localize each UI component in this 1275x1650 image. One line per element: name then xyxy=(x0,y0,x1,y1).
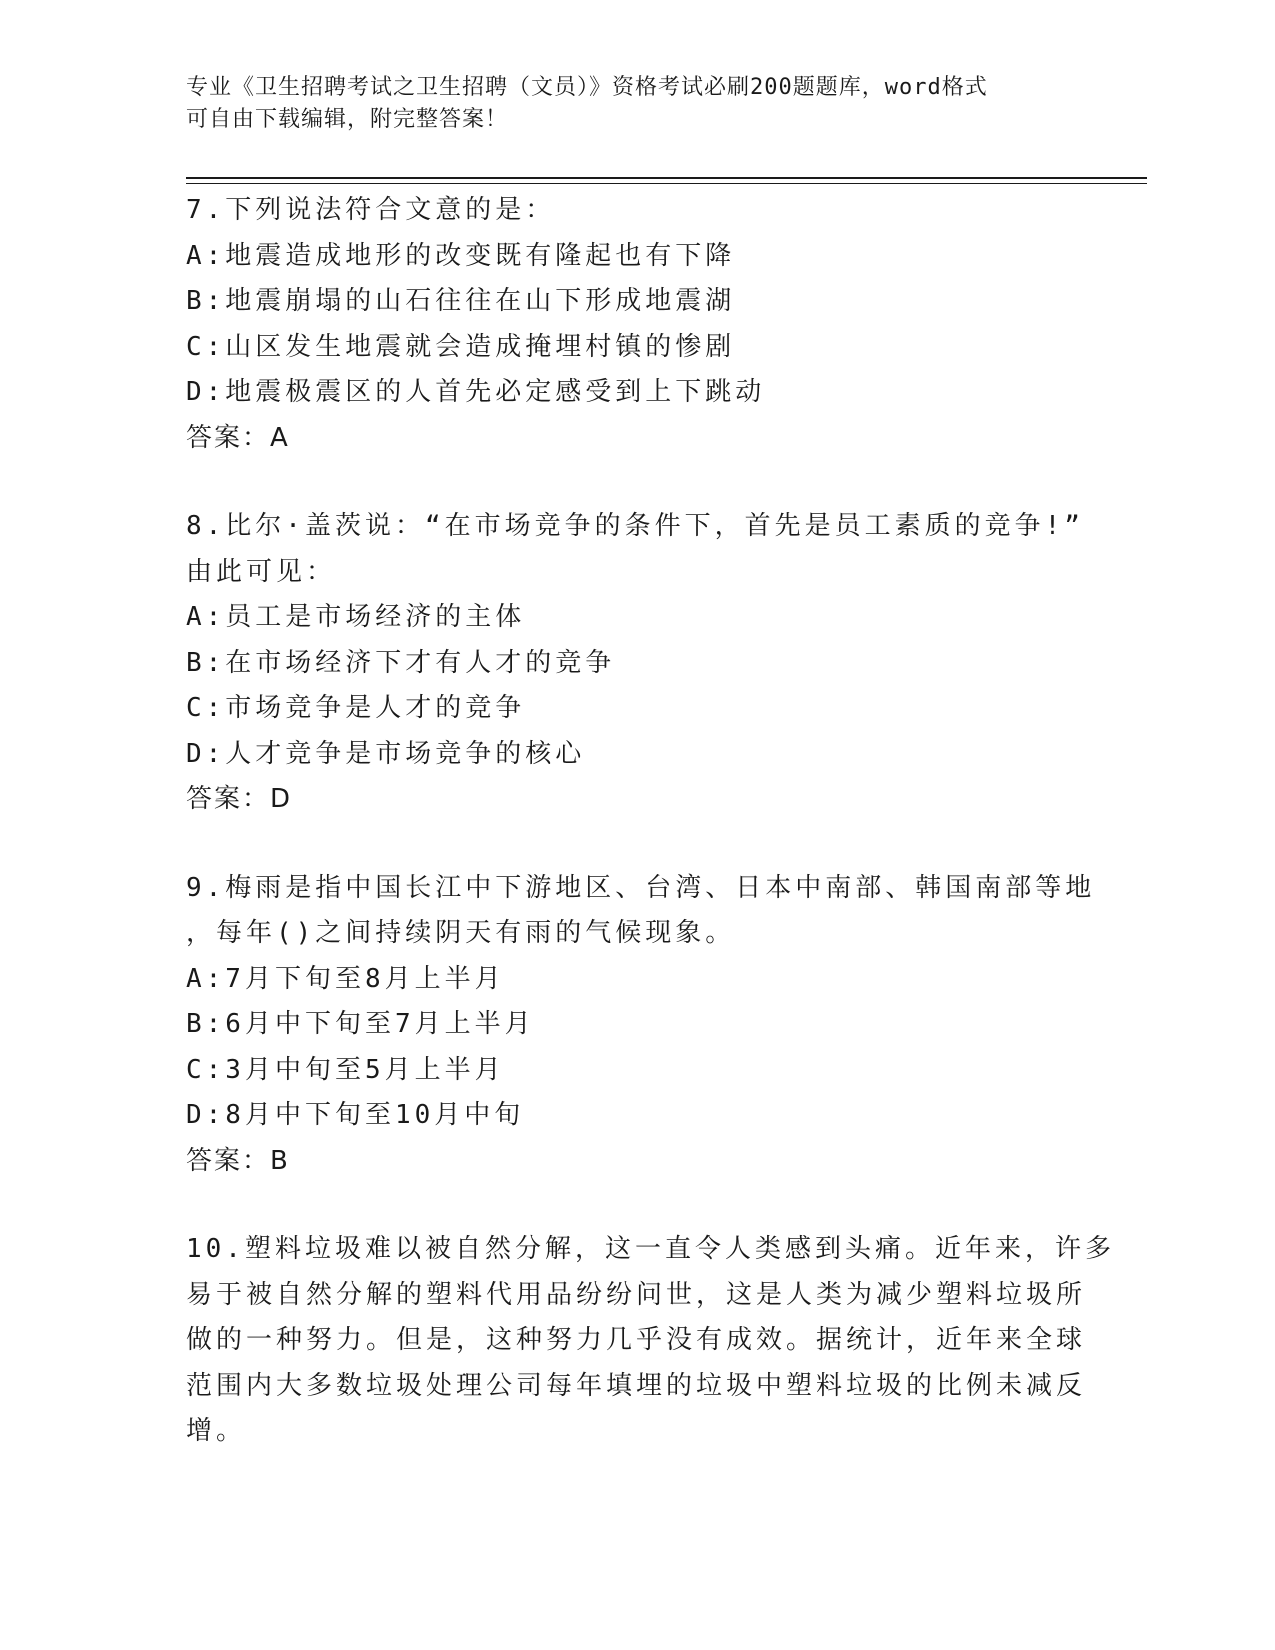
option-c: C:山区发生地震就会造成掩埋村镇的惨剧 xyxy=(186,331,736,362)
header-divider-thick xyxy=(186,177,1147,179)
question-stem: 10.塑料垃圾难以被自然分解，这一直令人类感到头痛。近年来，许多 xyxy=(186,1234,1115,1264)
header-line-1: 专业《卫生招聘考试之卫生招聘（文员）》资格考试必刷200题题库，word格式 xyxy=(186,75,988,100)
answer-label: 答案：D xyxy=(186,784,293,814)
question-10 xyxy=(186,1227,1115,1455)
option-a: A:7月下旬至8月上半月 xyxy=(186,963,505,994)
option-b: B:6月中下旬至7月上半月 xyxy=(186,1009,535,1039)
question-stem: 7.下列说法符合文意的是： xyxy=(186,195,556,225)
answer-label: 答案：B xyxy=(186,1145,290,1176)
question-stem: 增。 xyxy=(186,1416,247,1446)
option-b: B:地震崩塌的山石往往在山下形成地震湖 xyxy=(186,286,736,316)
question-stem: 由此可见： xyxy=(186,556,337,587)
header-divider-thin xyxy=(186,183,1147,184)
document-header xyxy=(186,72,1066,136)
option-d: D:8月中下旬至10月中旬 xyxy=(186,1100,525,1130)
question-7 xyxy=(186,188,1086,461)
question-stem: 易于被自然分解的塑料代用品纷纷问世，这是人类为减少塑料垃圾所 xyxy=(186,1279,1087,1310)
option-d: D:人才竞争是市场竞争的核心 xyxy=(186,738,586,769)
question-stem: 做的一种努力。但是，这种努力几乎没有成效。据统计，近年来全球 xyxy=(186,1325,1087,1355)
option-d: D:地震极震区的人首先必定感受到上下跳动 xyxy=(186,377,766,407)
answer-label: 答案：A xyxy=(186,422,290,453)
option-a: A:地震造成地形的改变既有隆起也有下降 xyxy=(186,240,736,271)
question-stem: 范围内大多数垃圾处理公司每年填埋的垃圾中塑料垃圾的比例未减反 xyxy=(186,1370,1087,1401)
question-9 xyxy=(186,866,1096,1185)
question-stem: 8.比尔·盖茨说：“在市场竞争的条件下，首先是员工素质的竞争!” xyxy=(186,511,1084,541)
option-a: A:员工是市场经济的主体 xyxy=(186,602,526,632)
question-stem: 9.梅雨是指中国长江中下游地区、台湾、日本中南部、韩国南部等地 xyxy=(186,872,1096,903)
header-line-2: 可自由下载编辑，附完整答案！ xyxy=(186,107,509,132)
option-c: C:3月中旬至5月上半月 xyxy=(186,1054,505,1085)
option-b: B:在市场经济下才有人才的竞争 xyxy=(186,647,616,678)
question-8 xyxy=(186,504,1086,823)
question-stem: ，每年()之间持续阴天有雨的气候现象。 xyxy=(186,918,736,948)
option-c: C:市场竞争是人才的竞争 xyxy=(186,693,526,723)
question-list xyxy=(186,188,1115,1498)
